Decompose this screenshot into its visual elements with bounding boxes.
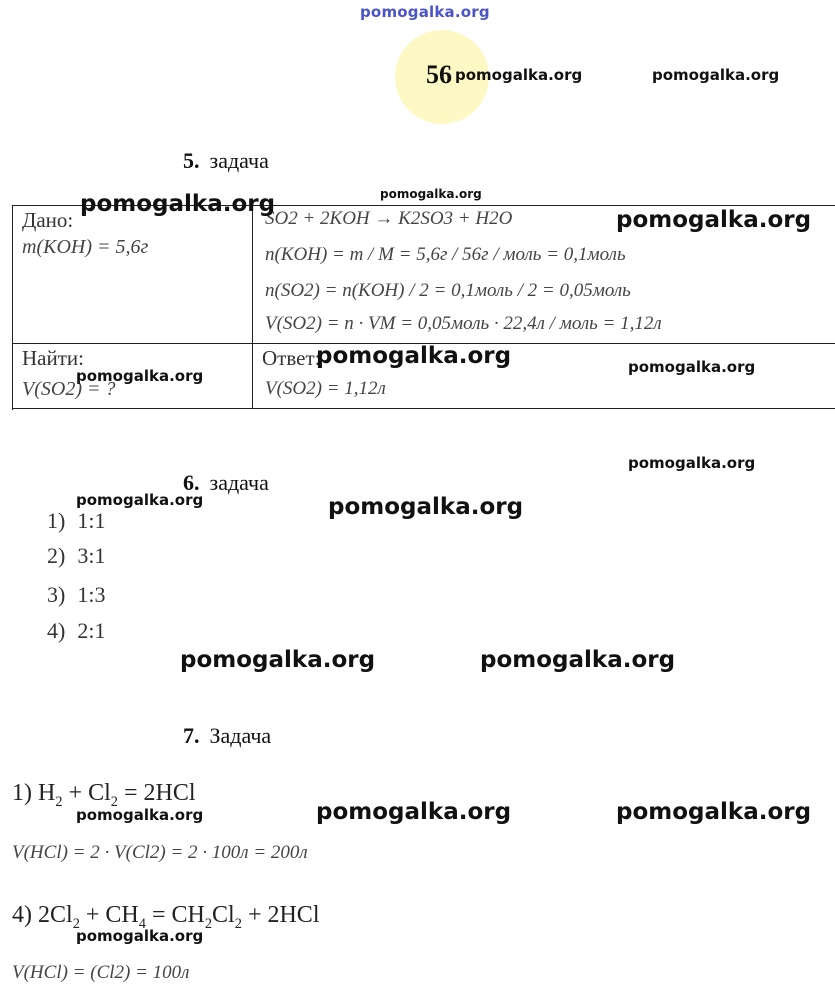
watermark: pomogalka.org	[628, 454, 756, 472]
watermark: pomogalka.org	[616, 799, 812, 825]
table-bottom-border	[12, 408, 835, 409]
task6-option: 4) 2:1	[47, 618, 106, 643]
given-value: m(KOH) = 5,6г	[22, 236, 149, 258]
watermark: pomogalka.org	[628, 358, 756, 376]
task5-title-text: задача	[209, 148, 269, 173]
watermark: pomogalka.org	[76, 927, 204, 945]
calc-n-koh: n(KOH) = m / M = 5,6г / 56г / моль = 0,1моль	[265, 244, 626, 265]
site-link[interactable]: pomogalka.org	[360, 3, 490, 21]
given-label: Дано:	[22, 208, 74, 232]
task6-option: 2) 3:1	[47, 543, 106, 568]
task7-calc-2: V(HCl) = (Cl2) = 100л	[12, 962, 190, 983]
task6-number: 6.	[183, 470, 200, 495]
task7-equation-1: 1) $H_2 + Cl_2 = 2HCl$	[12, 780, 196, 810]
watermark: pomogalka.org	[76, 806, 204, 824]
find-label: Найти:	[22, 346, 84, 370]
calc-v-so2: V(SO2) = n · VM = 0,05моль · 22,4л / моль = 1,12л	[265, 313, 662, 334]
task7-calc-1: V(HCl) = 2 · V(Cl2) = 2 · 100л = 200л	[12, 842, 308, 863]
watermark: pomogalka.org	[316, 799, 512, 825]
task6-option: 3) 1:3	[47, 582, 106, 607]
watermark: pomogalka.org	[616, 207, 812, 233]
watermark: pomogalka.org	[652, 66, 780, 84]
task5-title	[183, 148, 269, 174]
task6-option: 1) 1:1	[47, 508, 106, 533]
task7-title-text: Задача	[209, 723, 272, 748]
task5-number: 5.	[183, 148, 200, 173]
task7-title	[183, 723, 271, 749]
watermark: pomogalka.org	[316, 343, 512, 369]
watermark: pomogalka.org	[455, 66, 583, 84]
watermark: pomogalka.org	[76, 367, 204, 385]
reaction-equation: SO2 + 2KOH → K2SO3 + H2O	[265, 208, 513, 229]
task7-number: 7.	[183, 723, 200, 748]
task6-title-text: задача	[209, 470, 269, 495]
watermark: pomogalka.org	[328, 494, 524, 520]
watermark: pomogalka.org	[480, 647, 676, 673]
watermark: pomogalka.org	[380, 187, 482, 201]
watermark: pomogalka.org	[76, 491, 204, 509]
calc-n-so2: n(SO2) = n(KOH) / 2 = 0,1моль / 2 = 0,05моль	[265, 280, 631, 301]
watermark: pomogalka.org	[180, 647, 376, 673]
table-column-divider	[252, 205, 253, 409]
answer-value: V(SO2) = 1,12л	[265, 378, 386, 399]
watermark: pomogalka.org	[80, 191, 276, 217]
task7-equation-2: 4) $2Cl_2 + CH_4 = CH_2Cl_2 + 2HCl$	[12, 902, 320, 932]
find-value: V(SO2) = ?	[22, 378, 116, 400]
page-number: 56	[426, 60, 452, 89]
answer-label: Ответ:	[262, 346, 321, 370]
